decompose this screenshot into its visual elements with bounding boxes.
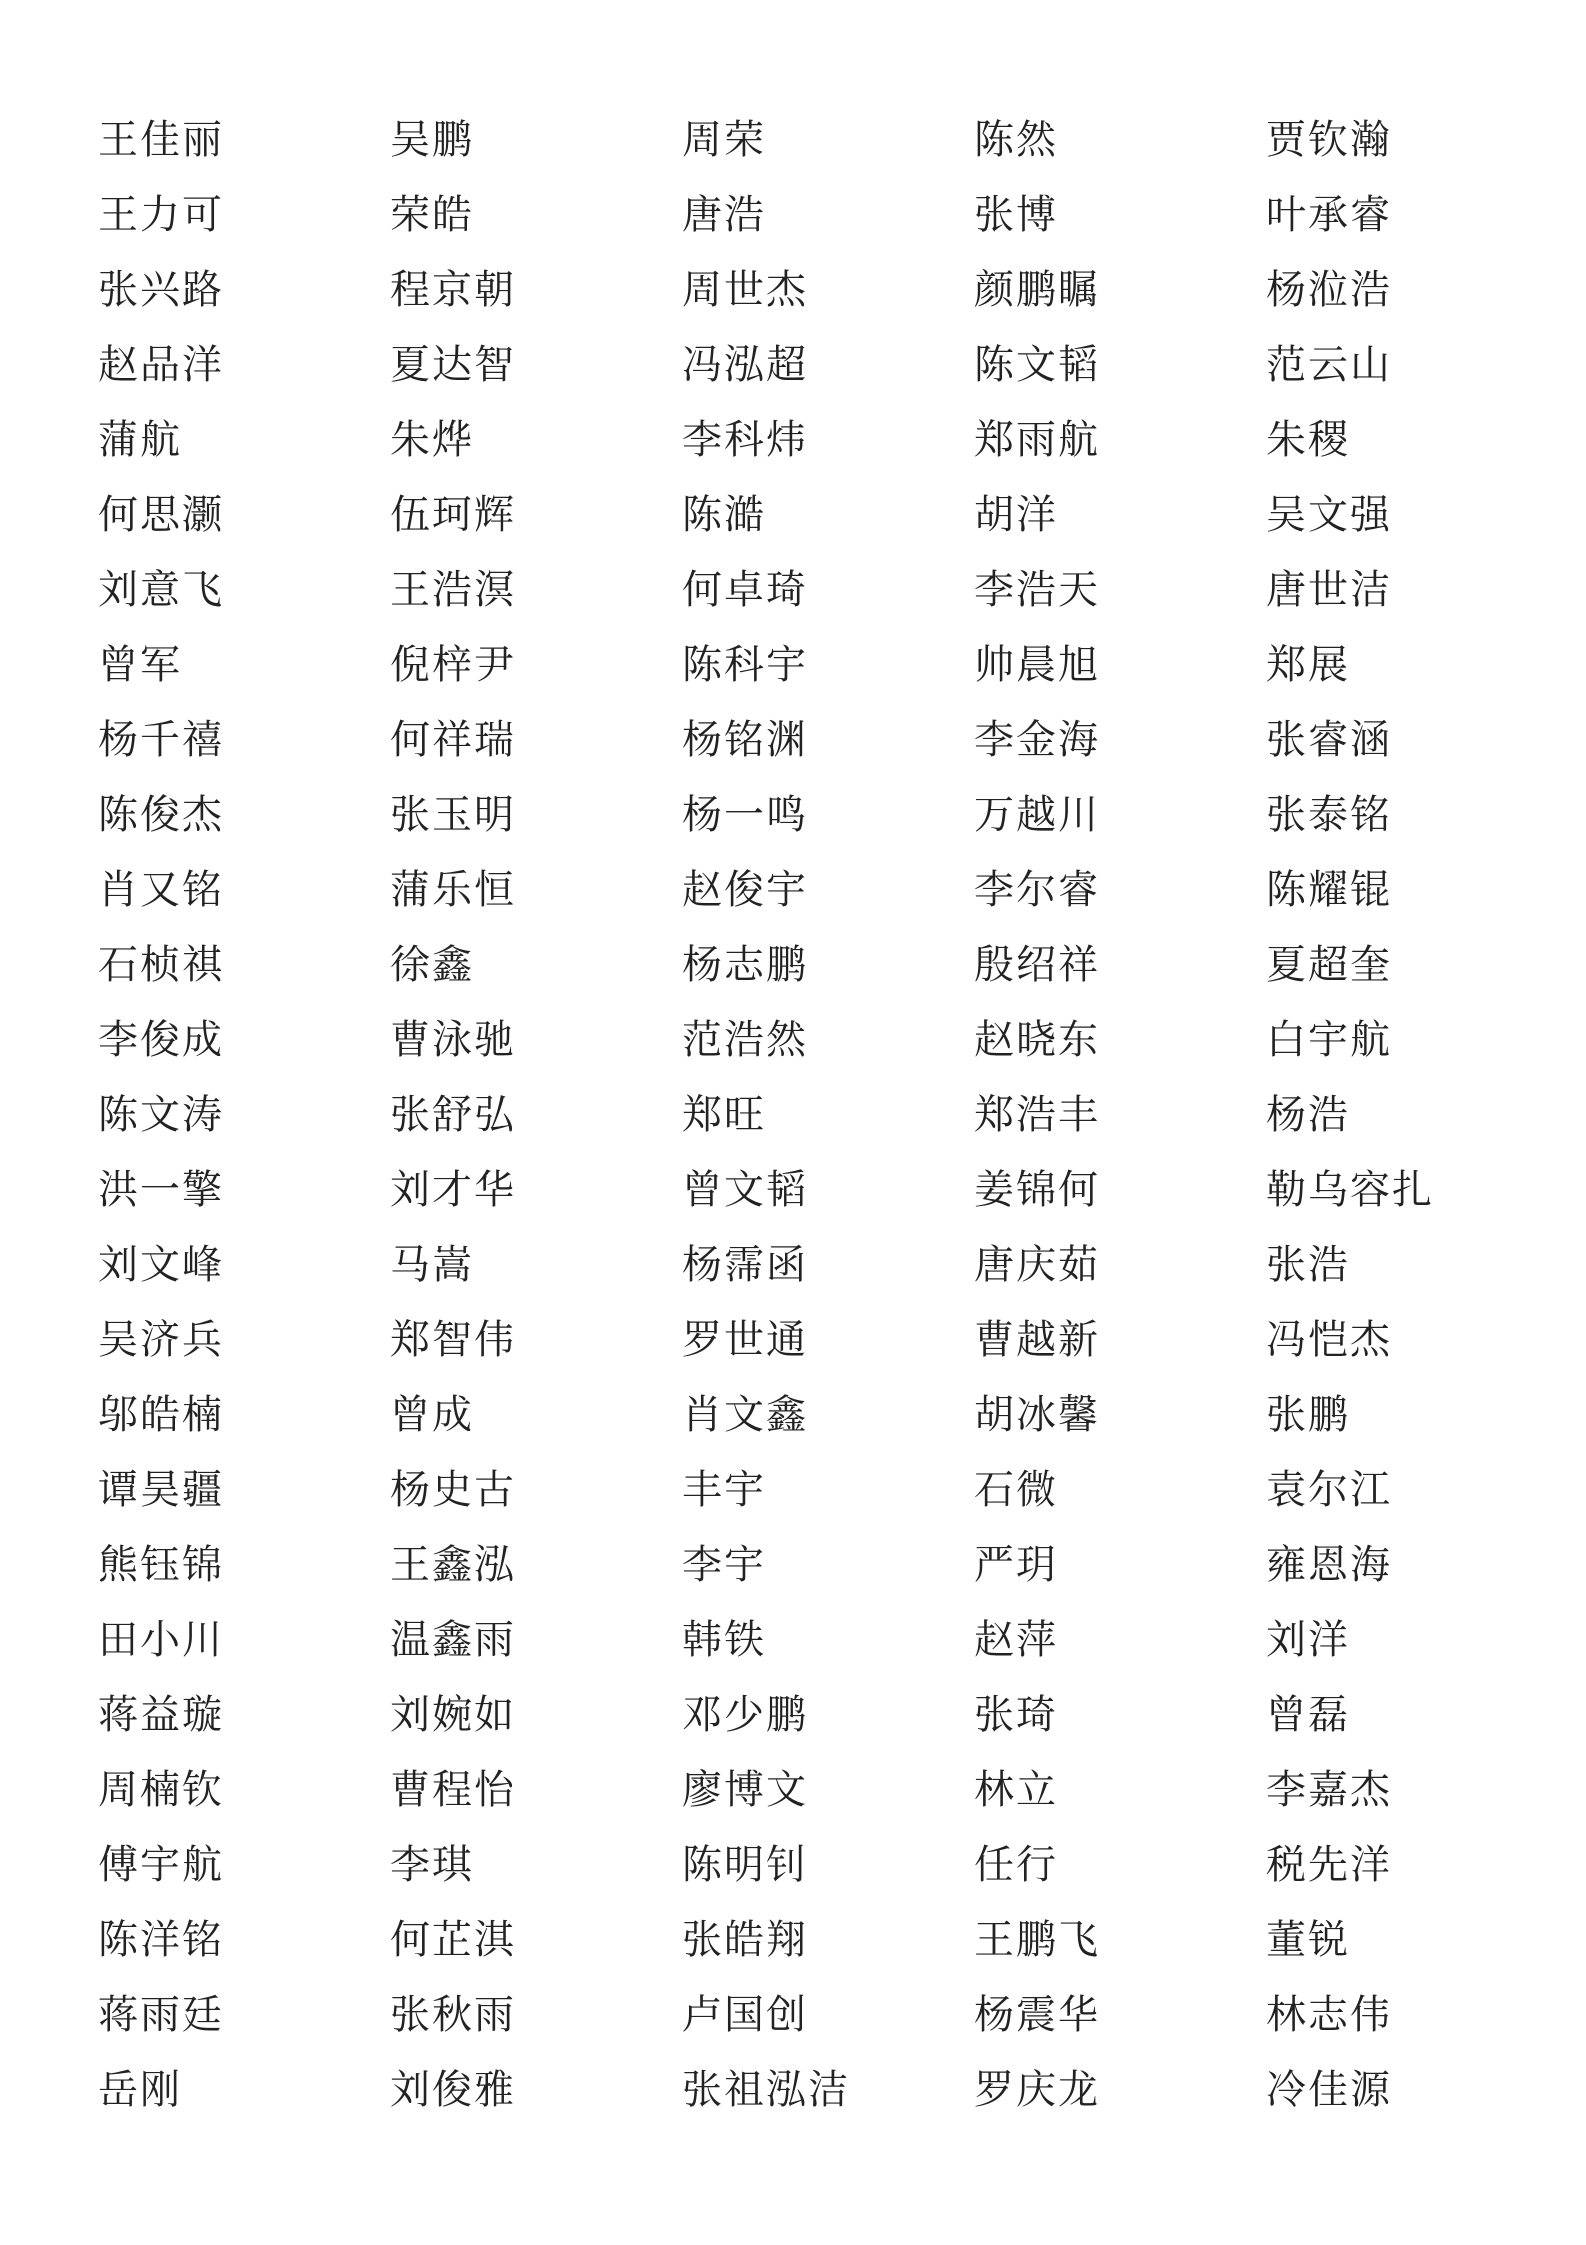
name-entry: 李俊成: [98, 1017, 224, 1063]
name-entry: 李浩天: [974, 567, 1100, 613]
name-entry: 何思灏: [98, 492, 224, 538]
name-entry: 赵俊宇: [682, 867, 808, 913]
name-entry: 胡洋: [974, 492, 1058, 538]
name-entry: 温鑫雨: [390, 1617, 516, 1663]
name-entry: 唐世洁: [1266, 567, 1392, 613]
name-entry: 朱稷: [1266, 417, 1350, 463]
name-entry: 邬皓楠: [98, 1392, 224, 1438]
name-entry: 冯泓超: [682, 342, 808, 388]
name-entry: 杨浩: [1266, 1092, 1350, 1138]
name-entry: 王浩溟: [390, 567, 516, 613]
name-entry: 陈文涛: [98, 1092, 224, 1138]
name-entry: 赵品洋: [98, 342, 224, 388]
name-entry: 姜锦何: [974, 1167, 1100, 1213]
name-entry: 张睿涵: [1266, 717, 1392, 763]
name-entry: 林志伟: [1266, 1992, 1392, 2038]
name-entry: 曹越新: [974, 1317, 1100, 1363]
name-entry: 卢国创: [682, 1992, 808, 2038]
name-entry: 张舒弘: [390, 1092, 516, 1138]
name-list-grid: [98, 112, 1548, 2137]
name-entry: 廖博文: [682, 1767, 808, 1813]
name-entry: 周世杰: [682, 267, 808, 313]
name-entry: 冯恺杰: [1266, 1317, 1392, 1363]
name-entry: 周荣: [682, 117, 766, 163]
name-entry: 唐庆茹: [974, 1242, 1100, 1288]
name-entry: 曹程怡: [390, 1767, 516, 1813]
name-entry: 荣皓: [390, 192, 474, 238]
name-entry: 杨涖浩: [1266, 267, 1392, 313]
name-entry: 夏达智: [390, 342, 516, 388]
name-entry: 何祥瑞: [390, 717, 516, 763]
name-entry: 张兴路: [98, 267, 224, 313]
name-entry: 刘才华: [390, 1167, 516, 1213]
name-entry: 范浩然: [682, 1017, 808, 1063]
name-entry: 任行: [974, 1842, 1058, 1888]
name-entry: 张秋雨: [390, 1992, 516, 2038]
name-entry: 蒋益璇: [98, 1692, 224, 1738]
name-entry: 郑智伟: [390, 1317, 516, 1363]
name-entry: 郑雨航: [974, 417, 1100, 463]
name-entry: 刘意飞: [98, 567, 224, 613]
name-entry: 刘婉如: [390, 1692, 516, 1738]
name-entry: 何卓琦: [682, 567, 808, 613]
name-entry: 曾文韬: [682, 1167, 808, 1213]
name-entry: 蒲航: [98, 417, 182, 463]
name-entry: 陈明钊: [682, 1842, 808, 1888]
name-entry: 李尔睿: [974, 867, 1100, 913]
name-entry: 陈然: [974, 117, 1058, 163]
name-entry: 陈俊杰: [98, 792, 224, 838]
name-entry: 张浩: [1266, 1242, 1350, 1288]
name-entry: 张泰铭: [1266, 792, 1392, 838]
name-entry: 税先洋: [1266, 1842, 1392, 1888]
name-entry: 胡冰馨: [974, 1392, 1100, 1438]
name-entry: 袁尔江: [1266, 1467, 1392, 1513]
name-entry: 刘文峰: [98, 1242, 224, 1288]
name-entry: 颜鹏瞩: [974, 267, 1100, 313]
name-entry: 曾磊: [1266, 1692, 1350, 1738]
name-entry: 徐鑫: [390, 942, 474, 988]
name-entry: 曾成: [390, 1392, 474, 1438]
name-entry: 杨史古: [390, 1467, 516, 1513]
name-entry: 周楠钦: [98, 1767, 224, 1813]
name-entry: 陈科宇: [682, 642, 808, 688]
name-entry: 冷佳源: [1266, 2067, 1392, 2113]
name-entry: 肖又铭: [98, 867, 224, 913]
name-entry: 张玉明: [390, 792, 516, 838]
name-entry: 陈耀锟: [1266, 867, 1392, 913]
name-entry: 李金海: [974, 717, 1100, 763]
name-entry: 石桢祺: [98, 942, 224, 988]
name-entry: 王佳丽: [98, 117, 224, 163]
name-entry: 张鹏: [1266, 1392, 1350, 1438]
name-entry: 罗世通: [682, 1317, 808, 1363]
name-entry: 殷绍祥: [974, 942, 1100, 988]
name-entry: 杨一鸣: [682, 792, 808, 838]
name-entry: 白宇航: [1266, 1017, 1392, 1063]
name-entry: 谭昊疆: [98, 1467, 224, 1513]
name-entry: 陈澔: [682, 492, 766, 538]
name-entry: 吴文强: [1266, 492, 1392, 538]
name-entry: 勒乌容扎: [1266, 1167, 1434, 1213]
name-entry: 肖文鑫: [682, 1392, 808, 1438]
name-entry: 傅宇航: [98, 1842, 224, 1888]
name-entry: 丰宇: [682, 1467, 766, 1513]
name-entry: 岳刚: [98, 2067, 182, 2113]
name-entry: 李琪: [390, 1842, 474, 1888]
name-entry: 杨志鹏: [682, 942, 808, 988]
name-entry: 刘俊雅: [390, 2067, 516, 2113]
name-entry: 李嘉杰: [1266, 1767, 1392, 1813]
name-entry: 帅晨旭: [974, 642, 1100, 688]
name-entry: 曾军: [98, 642, 182, 688]
name-entry: 夏超奎: [1266, 942, 1392, 988]
name-entry: 陈洋铭: [98, 1917, 224, 1963]
name-entry: 王鹏飞: [974, 1917, 1100, 1963]
name-entry: 杨震华: [974, 1992, 1100, 2038]
name-entry: 程京朝: [390, 267, 516, 313]
name-entry: 陈文韬: [974, 342, 1100, 388]
name-entry: 林立: [974, 1767, 1058, 1813]
name-entry: 雍恩海: [1266, 1542, 1392, 1588]
name-entry: 石微: [974, 1467, 1058, 1513]
name-entry: 王鑫泓: [390, 1542, 516, 1588]
name-entry: 范云山: [1266, 342, 1392, 388]
name-entry: 吴鹏: [390, 117, 474, 163]
name-entry: 罗庆龙: [974, 2067, 1100, 2113]
name-entry: 贾钦瀚: [1266, 117, 1392, 163]
name-entry: 邓少鹏: [682, 1692, 808, 1738]
name-entry: 何芷淇: [390, 1917, 516, 1963]
name-entry: 杨霈函: [682, 1242, 808, 1288]
name-entry: 叶承睿: [1266, 192, 1392, 238]
name-entry: 吴济兵: [98, 1317, 224, 1363]
name-entry: 蒲乐恒: [390, 867, 516, 913]
name-entry: 张皓翔: [682, 1917, 808, 1963]
name-entry: 刘洋: [1266, 1617, 1350, 1663]
name-entry: 郑旺: [682, 1092, 766, 1138]
name-entry: 韩铁: [682, 1617, 766, 1663]
name-entry: 倪梓尹: [390, 642, 516, 688]
name-entry: 洪一擎: [98, 1167, 224, 1213]
name-entry: 郑展: [1266, 642, 1350, 688]
name-entry: 朱烨: [390, 417, 474, 463]
name-entry: 赵萍: [974, 1617, 1058, 1663]
name-entry: 张博: [974, 192, 1058, 238]
name-entry: 万越川: [974, 792, 1100, 838]
name-entry: 熊钰锦: [98, 1542, 224, 1588]
name-entry: 蒋雨廷: [98, 1992, 224, 2038]
name-entry: 严玥: [974, 1542, 1058, 1588]
name-entry: 王力可: [98, 192, 224, 238]
name-entry: 唐浩: [682, 192, 766, 238]
name-entry: 马嵩: [390, 1242, 474, 1288]
name-entry: 郑浩丰: [974, 1092, 1100, 1138]
name-entry: 张祖泓洁: [682, 2067, 850, 2113]
name-entry: 李宇: [682, 1542, 766, 1588]
name-entry: 杨铭渊: [682, 717, 808, 763]
name-entry: 伍珂辉: [390, 492, 516, 538]
name-entry: 曹泳驰: [390, 1017, 516, 1063]
name-entry: 田小川: [98, 1617, 224, 1663]
name-entry: 李科炜: [682, 417, 808, 463]
name-entry: 赵晓东: [974, 1017, 1100, 1063]
name-entry: 杨千禧: [98, 717, 224, 763]
name-entry: 张琦: [974, 1692, 1058, 1738]
name-entry: 董锐: [1266, 1917, 1350, 1963]
